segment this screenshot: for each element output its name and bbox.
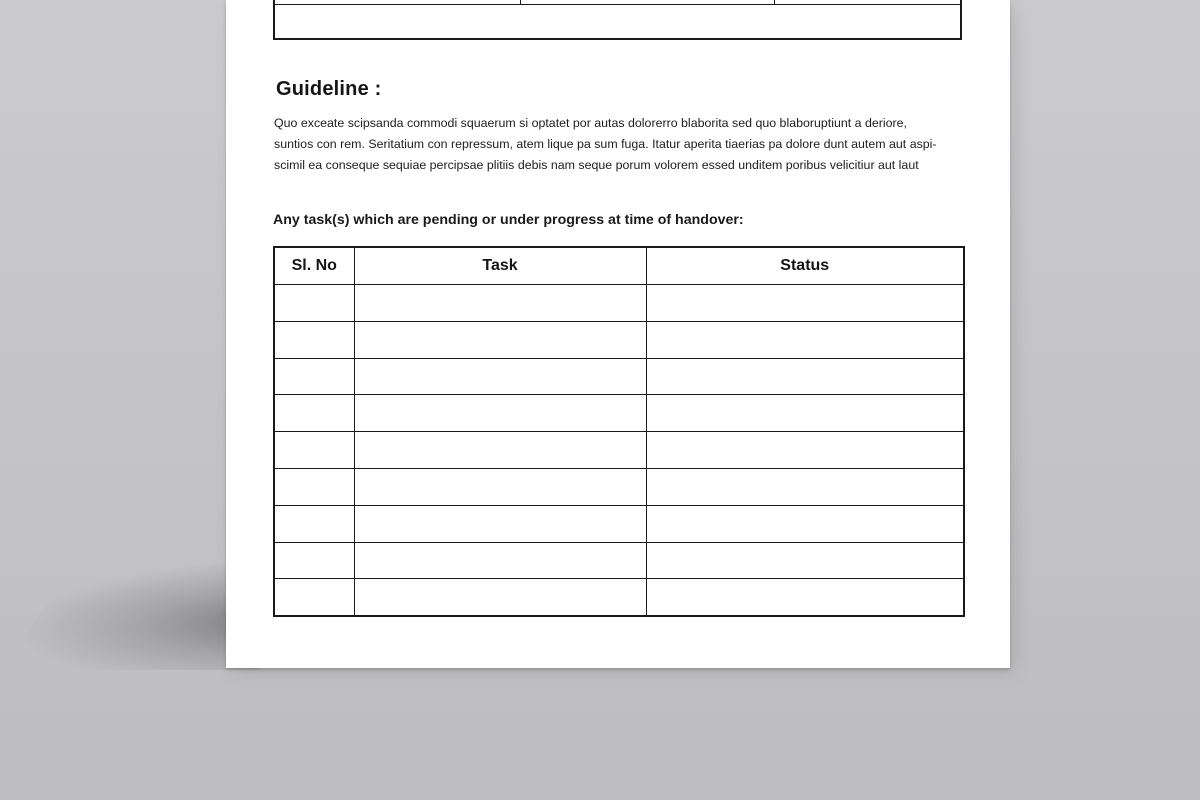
task-header: Task	[354, 247, 646, 285]
task-cell	[354, 579, 646, 616]
table-row	[274, 321, 964, 358]
guideline-paragraph	[274, 113, 964, 176]
sl-no-cell	[274, 542, 354, 579]
task-cell	[354, 432, 646, 469]
sl-no-header: Sl. No	[274, 247, 354, 285]
status-cell	[646, 542, 964, 579]
task-cell	[354, 358, 646, 395]
table-row	[274, 468, 964, 505]
table-column-divider	[520, 0, 521, 5]
sl-no-cell	[274, 505, 354, 542]
sl-no-cell	[274, 468, 354, 505]
task-cell	[354, 395, 646, 432]
table-header-row	[274, 247, 964, 285]
sl-no-cell	[274, 395, 354, 432]
document-page	[226, 0, 1010, 668]
task-rows	[274, 285, 964, 617]
table-row	[274, 542, 964, 579]
status-cell	[646, 395, 964, 432]
table-row	[274, 395, 964, 432]
pending-tasks-table	[273, 246, 965, 617]
sl-no-cell	[274, 285, 354, 322]
status-header: Status	[646, 247, 964, 285]
task-cell	[354, 321, 646, 358]
task-cell	[354, 542, 646, 579]
table-row	[274, 285, 964, 322]
guideline-line: suntios con rem. Seritatium con repressum, atem lique pa sum fuga. Itatur aperita tiaerias pa dolore dunt autem aut aspi-	[274, 137, 937, 151]
previous-section-table	[273, 0, 962, 40]
task-cell	[354, 285, 646, 322]
sl-no-cell	[274, 579, 354, 616]
table-column-divider	[774, 0, 775, 5]
task-cell	[354, 468, 646, 505]
table-row	[274, 579, 964, 616]
guideline-line: scimil ea conseque sequiae percipsae plitiis debis nam seque porum volorem essed unditem poribus velicitiur aut laut	[274, 158, 919, 172]
guideline-heading: Guideline :	[276, 78, 382, 100]
status-cell	[646, 579, 964, 616]
table-row	[274, 505, 964, 542]
status-cell	[646, 432, 964, 469]
sl-no-cell	[274, 432, 354, 469]
status-cell	[646, 505, 964, 542]
status-cell	[646, 321, 964, 358]
table-row	[274, 358, 964, 395]
sl-no-cell	[274, 321, 354, 358]
table-row-divider	[275, 4, 960, 5]
table-row	[274, 432, 964, 469]
guideline-line: Quo exceate scipsanda commodi squaerum si optatet por autas dolorerro blaborita sed quo blaboruptiunt a deriore,	[274, 116, 907, 130]
task-cell	[354, 505, 646, 542]
pending-tasks-caption: Any task(s) which are pending or under progress at time of handover:	[273, 212, 744, 228]
sl-no-cell	[274, 358, 354, 395]
status-cell	[646, 468, 964, 505]
status-cell	[646, 285, 964, 322]
status-cell	[646, 358, 964, 395]
